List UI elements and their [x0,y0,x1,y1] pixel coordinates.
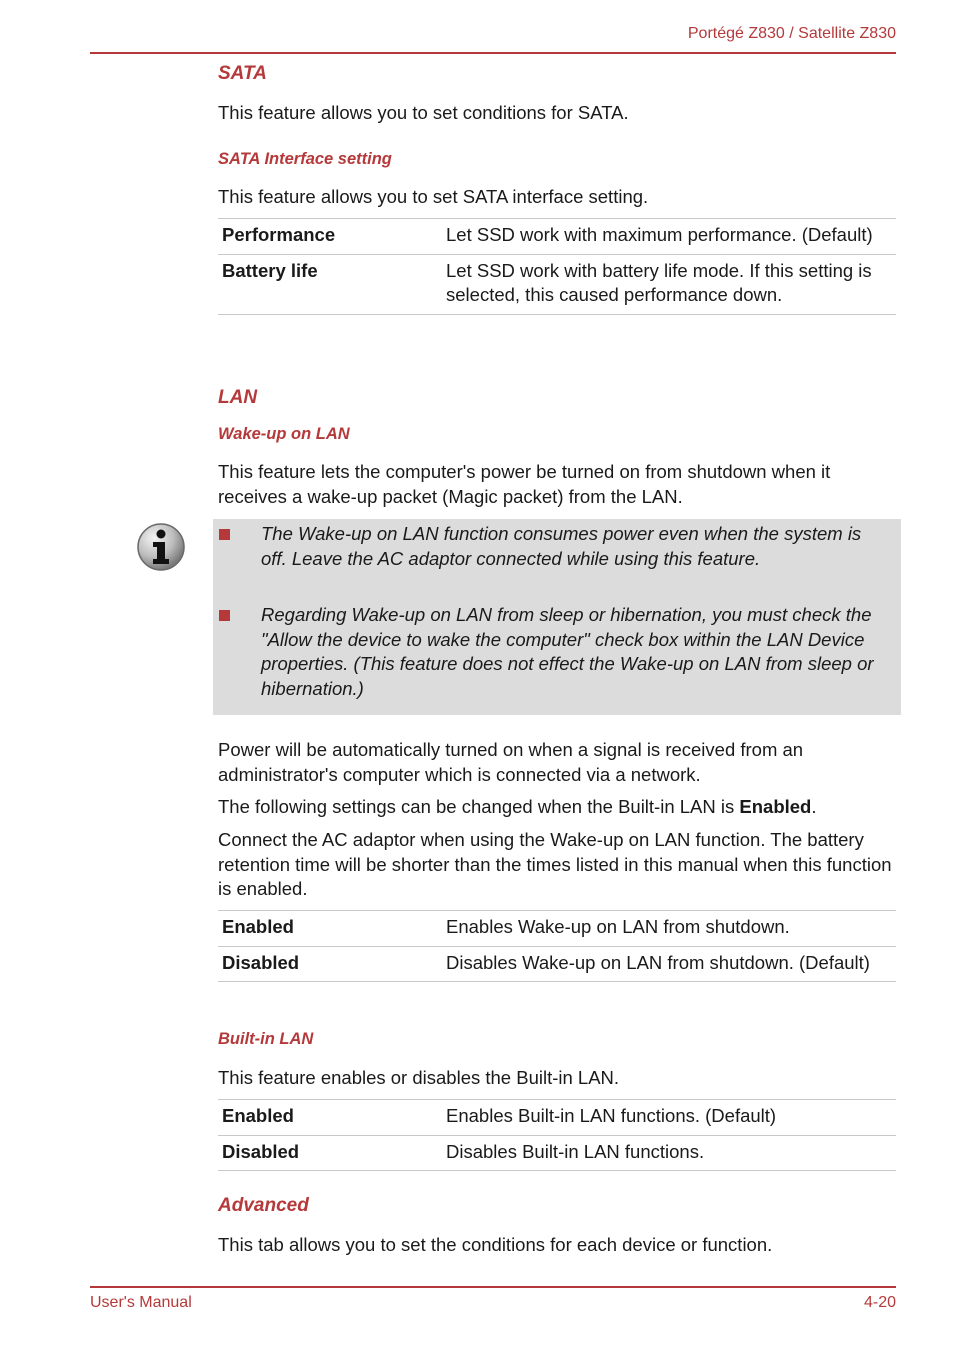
option-key: Performance [218,219,442,255]
option-key: Battery life [218,254,442,314]
section-heading-sata: SATA [218,63,267,84]
square-bullet-icon [219,610,230,621]
option-value: Enables Built-in LAN functions. (Default) [442,1100,896,1136]
built-in-lan-table [218,1099,896,1171]
lan-paragraph-2 [218,795,896,820]
note-item: The Wake-up on LAN function consumes power even when the system is off. Leave the AC adaptor connected while using this feature. [261,523,862,569]
option-value: Disables Built-in LAN functions. [442,1135,896,1171]
advanced-intro: This tab allows you to set the conditions for each device or function. [218,1234,773,1255]
lan-paragraph-3: Connect the AC adaptor when using the Wake-up on LAN function. The battery retention time will be shorter than the times listed in this manual when this function is enabled. [218,829,892,899]
table-row [218,1135,896,1171]
option-key: Disabled [218,1135,442,1171]
page-header-title: Portégé Z830 / Satellite Z830 [687,25,896,42]
subsection-heading-wake-on-lan: Wake-up on LAN [218,425,350,443]
page-number: 4-20 [863,1294,896,1311]
section-heading-lan: LAN [218,387,258,408]
header-rule [90,52,896,54]
option-value: Let SSD work with maximum performance. (Default) [442,219,896,255]
note-item: Regarding Wake-up on LAN from sleep or hibernation, you must check the "Allow the device to wake the computer" check box within the LAN Device properties. (This feature does not effect the Wake-up on LAN from sleep or hibernation.) [261,604,874,699]
wake-on-lan-table [218,910,896,982]
table-row [218,219,896,255]
sata-interface-intro: This feature allows you to set SATA interface setting. [218,186,649,207]
footer-manual-title: User's Manual [90,1294,192,1311]
para2-text: The following settings can be changed when the Built-in LAN is [218,796,740,817]
para2-bold: Enabled [739,796,812,817]
wake-on-lan-intro: This feature lets the computer's power be turned on from shutdown when it receives a wake-up packet (Magic packet) from the LAN. [218,461,831,507]
built-in-lan-intro: This feature enables or disables the Built-in LAN. [218,1067,620,1088]
option-value: Let SSD work with battery life mode. If this setting is selected, this caused performance down. [442,254,896,314]
subsection-heading-built-in-lan: Built-in LAN [218,1030,314,1048]
square-bullet-icon [219,529,230,540]
info-icon [136,522,186,572]
sata-interface-table [218,218,896,315]
section-heading-advanced: Advanced [218,1195,309,1216]
option-key: Disabled [218,946,442,982]
lan-paragraph-1: Power will be automatically turned on when a signal is received from an administrator's computer which is connected via a network. [218,739,804,785]
subsection-heading-sata-interface: SATA Interface setting [218,150,392,168]
table-row [218,254,896,314]
option-key: Enabled [218,1100,442,1136]
sata-intro: This feature allows you to set conditions for SATA. [218,102,629,123]
table-row [218,1100,896,1136]
footer-rule [90,1286,896,1288]
option-value: Enables Wake-up on LAN from shutdown. [442,911,896,947]
table-row [218,911,896,947]
option-value: Disables Wake-up on LAN from shutdown. (Default) [442,946,896,982]
option-key: Enabled [218,911,442,947]
para2-suffix: . [811,796,817,817]
table-row [218,946,896,982]
